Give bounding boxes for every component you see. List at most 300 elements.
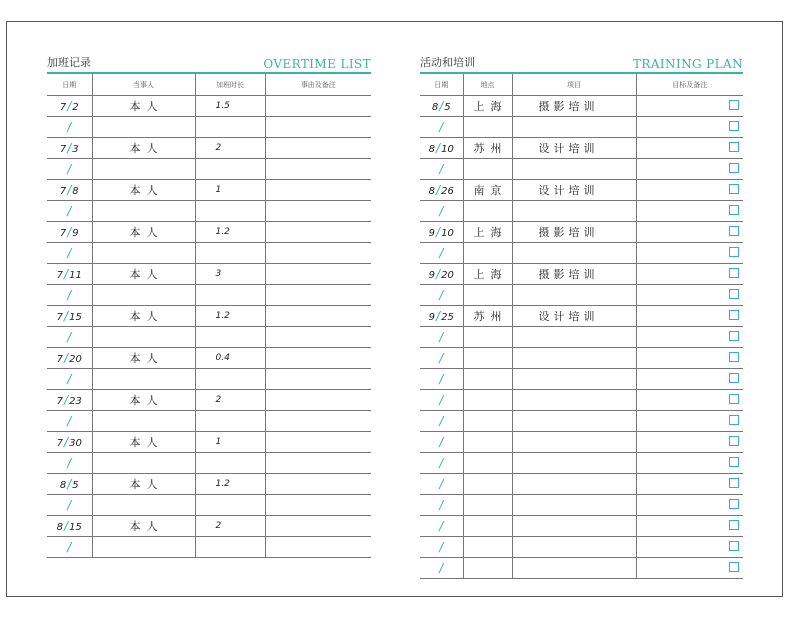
table-row xyxy=(420,285,743,306)
person-cell[interactable] xyxy=(92,537,195,558)
date-cell[interactable] xyxy=(47,453,92,474)
date-month: 7 xyxy=(56,312,64,323)
checkbox-icon[interactable] xyxy=(729,478,739,488)
person-cell[interactable]: 本人 xyxy=(92,516,195,537)
hours-cell[interactable]: 1.2 xyxy=(195,222,265,243)
date-cell[interactable] xyxy=(47,117,92,138)
date-cell[interactable] xyxy=(47,222,92,243)
date-separator: / xyxy=(439,519,444,533)
table-row xyxy=(47,285,371,306)
goal-cell[interactable] xyxy=(636,159,743,180)
column-header-date: 日期 xyxy=(47,74,92,96)
date-separator: / xyxy=(439,540,444,554)
table-row xyxy=(47,201,371,222)
checkbox-icon[interactable] xyxy=(729,415,739,425)
date-cell[interactable] xyxy=(420,264,463,285)
place-cell[interactable] xyxy=(463,474,512,495)
table-row xyxy=(47,537,371,558)
date-day: 2 xyxy=(72,102,79,113)
checkbox-icon[interactable] xyxy=(729,268,739,278)
date-cell[interactable] xyxy=(47,432,92,453)
checkbox-icon[interactable] xyxy=(729,436,739,446)
date-separator: / xyxy=(439,288,444,302)
place-cell[interactable] xyxy=(463,201,512,222)
date-cell[interactable] xyxy=(420,474,463,495)
note-cell[interactable] xyxy=(265,537,371,558)
place-cell[interactable] xyxy=(463,495,512,516)
goal-cell[interactable] xyxy=(636,369,743,390)
date-separator: / xyxy=(439,498,444,512)
training-header-row xyxy=(420,74,743,96)
item-cell[interactable] xyxy=(512,369,636,390)
checkbox-icon[interactable] xyxy=(729,205,739,215)
date-cell[interactable] xyxy=(47,516,92,537)
date-cell[interactable] xyxy=(420,411,463,432)
date-separator: / xyxy=(436,141,441,155)
item-cell[interactable] xyxy=(512,390,636,411)
note-cell[interactable] xyxy=(265,369,371,390)
table-row xyxy=(47,453,371,474)
table-row xyxy=(420,243,743,264)
table-row xyxy=(47,180,371,201)
table-row xyxy=(420,117,743,138)
date-cell[interactable] xyxy=(47,474,92,495)
item-cell[interactable]: 摄影培训 xyxy=(512,222,636,243)
date-day: 15 xyxy=(69,312,82,323)
date-cell[interactable] xyxy=(420,558,463,579)
date-separator: / xyxy=(439,246,444,260)
hours-cell[interactable] xyxy=(195,201,265,222)
training-title-en: TRAINING PLAN xyxy=(633,57,743,71)
item-cell[interactable] xyxy=(512,243,636,264)
date-separator: / xyxy=(67,204,72,218)
goal-cell[interactable] xyxy=(636,453,743,474)
place-cell[interactable]: 上海 xyxy=(463,264,512,285)
checkbox-icon[interactable] xyxy=(729,142,739,152)
date-cell[interactable] xyxy=(47,495,92,516)
date-separator: / xyxy=(439,477,444,491)
hours-cell[interactable]: 0.4 xyxy=(195,348,265,369)
hours-cell[interactable] xyxy=(195,411,265,432)
hours-cell[interactable]: 2 xyxy=(195,516,265,537)
date-month: 7 xyxy=(59,228,67,239)
hours-cell[interactable] xyxy=(195,117,265,138)
goal-cell[interactable] xyxy=(636,222,743,243)
person-cell[interactable]: 本人 xyxy=(92,306,195,327)
checkbox-icon[interactable] xyxy=(729,499,739,509)
date-cell[interactable] xyxy=(420,369,463,390)
date-day: 5 xyxy=(72,480,79,491)
column-header-place: 地点 xyxy=(463,74,512,96)
date-separator: / xyxy=(67,288,72,302)
person-cell[interactable] xyxy=(92,411,195,432)
note-cell[interactable] xyxy=(265,243,371,264)
item-cell[interactable]: 设计培训 xyxy=(512,180,636,201)
person-cell[interactable]: 本人 xyxy=(92,432,195,453)
date-separator: / xyxy=(67,120,72,134)
place-cell[interactable]: 苏州 xyxy=(463,306,512,327)
table-row xyxy=(420,411,743,432)
date-separator: / xyxy=(439,372,444,386)
item-cell[interactable] xyxy=(512,537,636,558)
date-cell[interactable] xyxy=(420,243,463,264)
date-cell[interactable] xyxy=(47,243,92,264)
item-cell[interactable]: 设计培训 xyxy=(512,138,636,159)
training-table xyxy=(420,74,743,579)
goal-cell[interactable] xyxy=(636,285,743,306)
person-cell[interactable] xyxy=(92,285,195,306)
date-cell[interactable] xyxy=(420,159,463,180)
date-day: 20 xyxy=(441,270,454,281)
date-cell[interactable] xyxy=(420,117,463,138)
date-cell[interactable] xyxy=(420,222,463,243)
person-cell[interactable]: 本人 xyxy=(92,222,195,243)
goal-cell[interactable] xyxy=(636,516,743,537)
note-cell[interactable] xyxy=(265,117,371,138)
note-cell[interactable] xyxy=(265,201,371,222)
date-month: 7 xyxy=(56,270,64,281)
checkbox-icon[interactable] xyxy=(729,247,739,257)
date-separator: / xyxy=(64,393,69,407)
place-cell[interactable] xyxy=(463,327,512,348)
note-cell[interactable] xyxy=(265,180,371,201)
date-separator: / xyxy=(64,519,69,533)
place-cell[interactable] xyxy=(463,558,512,579)
goal-cell[interactable] xyxy=(636,327,743,348)
date-cell[interactable] xyxy=(47,369,92,390)
date-month: 9 xyxy=(428,270,436,281)
place-cell[interactable] xyxy=(463,117,512,138)
date-separator: / xyxy=(439,351,444,365)
person-cell[interactable]: 本人 xyxy=(92,474,195,495)
date-day: 15 xyxy=(69,522,82,533)
item-cell[interactable] xyxy=(512,117,636,138)
place-cell[interactable]: 上海 xyxy=(463,96,512,117)
date-day: 9 xyxy=(72,228,79,239)
item-cell[interactable] xyxy=(512,348,636,369)
place-cell[interactable] xyxy=(463,516,512,537)
date-separator: / xyxy=(64,267,69,281)
date-cell[interactable] xyxy=(420,453,463,474)
item-cell[interactable]: 摄影培训 xyxy=(512,96,636,117)
note-cell[interactable] xyxy=(265,285,371,306)
hours-cell[interactable]: 1.2 xyxy=(195,474,265,495)
hours-cell[interactable]: 3 xyxy=(195,264,265,285)
table-row xyxy=(420,306,743,327)
note-cell[interactable] xyxy=(265,222,371,243)
date-cell[interactable] xyxy=(47,201,92,222)
hours-cell[interactable] xyxy=(195,243,265,264)
date-separator: / xyxy=(67,372,72,386)
place-cell[interactable] xyxy=(463,159,512,180)
person-cell[interactable] xyxy=(92,327,195,348)
date-separator: / xyxy=(67,477,72,491)
person-cell[interactable]: 本人 xyxy=(92,348,195,369)
place-cell[interactable] xyxy=(463,390,512,411)
date-cell[interactable] xyxy=(420,285,463,306)
checkbox-icon[interactable] xyxy=(729,226,739,236)
date-cell[interactable] xyxy=(47,348,92,369)
date-cell[interactable] xyxy=(420,327,463,348)
place-cell[interactable] xyxy=(463,453,512,474)
table-row xyxy=(420,537,743,558)
date-separator: / xyxy=(64,435,69,449)
goal-cell[interactable] xyxy=(636,306,743,327)
column-header-hours: 加班时长 xyxy=(195,74,265,96)
person-cell[interactable]: 本人 xyxy=(92,180,195,201)
date-separator: / xyxy=(439,435,444,449)
date-cell[interactable] xyxy=(420,495,463,516)
table-row xyxy=(420,390,743,411)
date-month: 9 xyxy=(428,228,436,239)
note-cell[interactable] xyxy=(265,474,371,495)
table-row xyxy=(47,327,371,348)
checkbox-icon[interactable] xyxy=(729,331,739,341)
date-day: 11 xyxy=(69,270,82,281)
note-cell[interactable] xyxy=(265,432,371,453)
date-cell[interactable] xyxy=(420,432,463,453)
date-cell[interactable] xyxy=(420,96,463,117)
table-row xyxy=(420,180,743,201)
note-cell[interactable] xyxy=(265,348,371,369)
place-cell[interactable] xyxy=(463,537,512,558)
date-cell[interactable] xyxy=(420,516,463,537)
date-day: 23 xyxy=(69,396,82,407)
date-cell[interactable] xyxy=(47,159,92,180)
table-row xyxy=(420,516,743,537)
place-cell[interactable] xyxy=(463,243,512,264)
date-cell[interactable] xyxy=(47,327,92,348)
table-row xyxy=(47,390,371,411)
item-cell[interactable]: 设计培训 xyxy=(512,306,636,327)
date-cell[interactable] xyxy=(420,201,463,222)
goal-cell[interactable] xyxy=(636,117,743,138)
date-month: 7 xyxy=(56,438,64,449)
hours-cell[interactable] xyxy=(195,495,265,516)
table-row xyxy=(47,369,371,390)
date-cell[interactable] xyxy=(47,537,92,558)
person-cell[interactable] xyxy=(92,159,195,180)
column-header-item: 项目 xyxy=(512,74,636,96)
item-cell[interactable] xyxy=(512,327,636,348)
date-separator: / xyxy=(64,351,69,365)
item-cell[interactable] xyxy=(512,558,636,579)
checkbox-icon[interactable] xyxy=(729,373,739,383)
goal-cell[interactable] xyxy=(636,348,743,369)
overtime-table xyxy=(47,74,371,558)
hours-cell[interactable] xyxy=(195,159,265,180)
hours-cell[interactable]: 1 xyxy=(195,432,265,453)
date-cell[interactable] xyxy=(47,390,92,411)
date-month: 7 xyxy=(59,102,67,113)
date-separator: / xyxy=(67,162,72,176)
item-cell[interactable] xyxy=(512,495,636,516)
date-cell[interactable] xyxy=(47,180,92,201)
checkbox-icon[interactable] xyxy=(729,121,739,131)
date-cell[interactable] xyxy=(420,537,463,558)
note-cell[interactable] xyxy=(265,138,371,159)
table-row xyxy=(420,159,743,180)
date-separator: / xyxy=(67,456,72,470)
place-cell[interactable] xyxy=(463,285,512,306)
date-separator: / xyxy=(439,120,444,134)
place-cell[interactable] xyxy=(463,369,512,390)
checkbox-icon[interactable] xyxy=(729,520,739,530)
goal-cell[interactable] xyxy=(636,390,743,411)
person-cell[interactable] xyxy=(92,495,195,516)
date-cell[interactable] xyxy=(420,138,463,159)
goal-cell[interactable] xyxy=(636,495,743,516)
item-cell[interactable] xyxy=(512,432,636,453)
date-separator: / xyxy=(436,309,441,323)
place-cell[interactable]: 苏州 xyxy=(463,138,512,159)
hours-cell[interactable]: 1.2 xyxy=(195,306,265,327)
date-separator: / xyxy=(67,498,72,512)
goal-cell[interactable] xyxy=(636,243,743,264)
item-cell[interactable] xyxy=(512,159,636,180)
place-cell[interactable] xyxy=(463,348,512,369)
hours-cell[interactable] xyxy=(195,327,265,348)
checkbox-icon[interactable] xyxy=(729,394,739,404)
table-row xyxy=(47,96,371,117)
date-separator: / xyxy=(439,204,444,218)
hours-cell[interactable]: 2 xyxy=(195,390,265,411)
person-cell[interactable]: 本人 xyxy=(92,138,195,159)
goal-cell[interactable] xyxy=(636,201,743,222)
table-row xyxy=(420,453,743,474)
note-cell[interactable] xyxy=(265,453,371,474)
table-row xyxy=(47,495,371,516)
date-cell[interactable] xyxy=(420,180,463,201)
checkbox-icon[interactable] xyxy=(729,457,739,467)
item-cell[interactable] xyxy=(512,453,636,474)
place-cell[interactable]: 南京 xyxy=(463,180,512,201)
place-cell[interactable]: 上海 xyxy=(463,222,512,243)
note-cell[interactable] xyxy=(265,96,371,117)
checkbox-icon[interactable] xyxy=(729,289,739,299)
table-row xyxy=(47,306,371,327)
goal-cell[interactable] xyxy=(636,96,743,117)
item-cell[interactable] xyxy=(512,411,636,432)
goal-cell[interactable] xyxy=(636,180,743,201)
date-month: 8 xyxy=(431,102,439,113)
overtime-header xyxy=(47,52,371,72)
person-cell[interactable] xyxy=(92,243,195,264)
note-cell[interactable] xyxy=(265,306,371,327)
hours-cell[interactable] xyxy=(195,285,265,306)
date-cell[interactable] xyxy=(47,306,92,327)
date-separator: / xyxy=(439,162,444,176)
checkbox-icon[interactable] xyxy=(729,100,739,110)
goal-cell[interactable] xyxy=(636,138,743,159)
item-cell[interactable] xyxy=(512,285,636,306)
hours-cell[interactable]: 1.5 xyxy=(195,96,265,117)
date-separator: / xyxy=(436,225,441,239)
hours-cell[interactable]: 2 xyxy=(195,138,265,159)
date-day: 20 xyxy=(69,354,82,365)
date-cell[interactable] xyxy=(420,390,463,411)
overtime-rows xyxy=(47,96,371,558)
table-row xyxy=(420,222,743,243)
note-cell[interactable] xyxy=(265,516,371,537)
date-separator: / xyxy=(67,141,72,155)
date-cell[interactable] xyxy=(47,138,92,159)
date-separator: / xyxy=(439,456,444,470)
date-cell[interactable] xyxy=(47,285,92,306)
date-month: 7 xyxy=(56,354,64,365)
note-cell[interactable] xyxy=(265,411,371,432)
date-separator: / xyxy=(67,246,72,260)
date-day: 10 xyxy=(441,228,454,239)
date-cell[interactable] xyxy=(47,264,92,285)
hours-cell[interactable] xyxy=(195,453,265,474)
goal-cell[interactable] xyxy=(636,411,743,432)
checkbox-icon[interactable] xyxy=(729,562,739,572)
person-cell[interactable] xyxy=(92,117,195,138)
hours-cell[interactable]: 1 xyxy=(195,180,265,201)
place-cell[interactable] xyxy=(463,432,512,453)
overtime-title-cn: 加班记录 xyxy=(47,56,91,69)
goal-cell[interactable] xyxy=(636,474,743,495)
date-separator: / xyxy=(439,414,444,428)
item-cell[interactable]: 摄影培训 xyxy=(512,264,636,285)
note-cell[interactable] xyxy=(265,327,371,348)
date-cell[interactable] xyxy=(47,96,92,117)
person-cell[interactable]: 本人 xyxy=(92,264,195,285)
item-cell[interactable] xyxy=(512,516,636,537)
date-separator: / xyxy=(67,225,72,239)
person-cell[interactable]: 本人 xyxy=(92,390,195,411)
table-row xyxy=(47,159,371,180)
person-cell[interactable]: 本人 xyxy=(92,96,195,117)
date-month: 9 xyxy=(428,312,436,323)
item-cell[interactable] xyxy=(512,201,636,222)
checkbox-icon[interactable] xyxy=(729,184,739,194)
person-cell[interactable] xyxy=(92,369,195,390)
goal-cell[interactable] xyxy=(636,537,743,558)
date-month: 7 xyxy=(59,186,67,197)
date-cell[interactable] xyxy=(420,348,463,369)
hours-cell[interactable] xyxy=(195,369,265,390)
overtime-title-en: OVERTIME LIST xyxy=(263,57,371,71)
note-cell[interactable] xyxy=(265,390,371,411)
date-cell[interactable] xyxy=(420,306,463,327)
checkbox-icon[interactable] xyxy=(729,541,739,551)
checkbox-icon[interactable] xyxy=(729,352,739,362)
note-cell[interactable] xyxy=(265,159,371,180)
table-row xyxy=(420,474,743,495)
date-separator: / xyxy=(67,414,72,428)
person-cell[interactable] xyxy=(92,201,195,222)
goal-cell[interactable] xyxy=(636,264,743,285)
person-cell[interactable] xyxy=(92,453,195,474)
goal-cell[interactable] xyxy=(636,558,743,579)
table-row xyxy=(420,369,743,390)
place-cell[interactable] xyxy=(463,411,512,432)
date-month: 8 xyxy=(59,480,67,491)
note-cell[interactable] xyxy=(265,495,371,516)
date-cell[interactable] xyxy=(47,411,92,432)
hours-cell[interactable] xyxy=(195,537,265,558)
date-separator: / xyxy=(439,99,444,113)
item-cell[interactable] xyxy=(512,474,636,495)
goal-cell[interactable] xyxy=(636,432,743,453)
training-rows xyxy=(420,96,743,579)
checkbox-icon[interactable] xyxy=(729,310,739,320)
checkbox-icon[interactable] xyxy=(729,163,739,173)
column-header-person: 当事人 xyxy=(92,74,195,96)
note-cell[interactable] xyxy=(265,264,371,285)
